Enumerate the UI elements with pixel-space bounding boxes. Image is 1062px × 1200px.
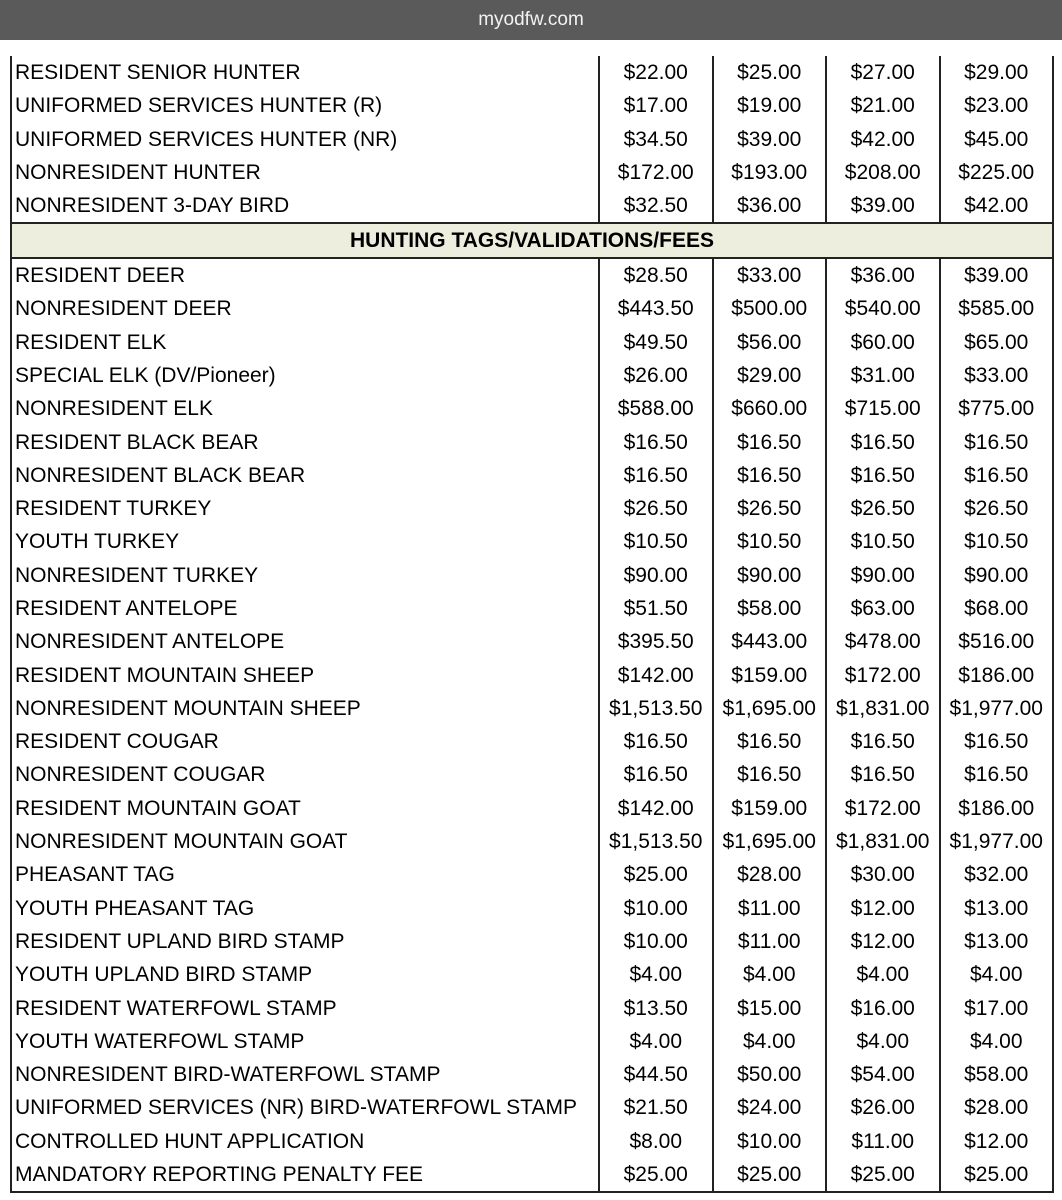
table-row: [11, 1058, 1053, 1091]
fee-name-cell: CONTROLLED HUNT APPLICATION: [11, 1125, 599, 1158]
fee-value-cell: $16.50: [599, 725, 713, 758]
fee-name-cell: RESIDENT MOUNTAIN GOAT: [11, 792, 599, 825]
fee-name-cell: RESIDENT BLACK BEAR: [11, 425, 599, 458]
fee-value-cell: $26.50: [599, 492, 713, 525]
table-row: [11, 1125, 1053, 1158]
fee-table-container: [10, 56, 1052, 1193]
fee-value-cell: $26.00: [599, 359, 713, 392]
fee-value-cell: $12.00: [940, 1125, 1054, 1158]
fee-value-cell: $39.00: [713, 123, 827, 156]
fee-name-cell: NONRESIDENT 3-DAY BIRD: [11, 189, 599, 223]
fee-value-cell: $45.00: [940, 123, 1054, 156]
table-row: [11, 89, 1053, 122]
section-header-row: [11, 223, 1053, 258]
fee-name-cell: RESIDENT ELK: [11, 325, 599, 358]
table-row: [11, 991, 1053, 1024]
fee-value-cell: $1,977.00: [940, 692, 1054, 725]
fee-value-cell: $11.00: [713, 925, 827, 958]
fee-value-cell: $10.50: [713, 525, 827, 558]
fee-value-cell: $10.00: [599, 925, 713, 958]
fee-value-cell: $25.00: [713, 56, 827, 89]
fee-value-cell: $1,695.00: [713, 825, 827, 858]
fee-value-cell: $16.50: [826, 425, 940, 458]
fee-name-cell: RESIDENT COUGAR: [11, 725, 599, 758]
fee-value-cell: $26.50: [940, 492, 1054, 525]
fee-value-cell: $516.00: [940, 625, 1054, 658]
fee-value-cell: $1,513.50: [599, 692, 713, 725]
table-row: [11, 156, 1053, 189]
fee-value-cell: $16.50: [826, 459, 940, 492]
fee-value-cell: $395.50: [599, 625, 713, 658]
fee-value-cell: $33.00: [940, 359, 1054, 392]
fee-value-cell: $30.00: [826, 858, 940, 891]
fee-value-cell: $4.00: [940, 1025, 1054, 1058]
fee-value-cell: $16.00: [826, 991, 940, 1024]
fee-value-cell: $16.50: [940, 459, 1054, 492]
browser-url-bar[interactable]: [0, 0, 1062, 40]
fee-value-cell: $27.00: [826, 56, 940, 89]
table-row: [11, 258, 1053, 292]
table-row: [11, 892, 1053, 925]
fee-value-cell: $4.00: [940, 958, 1054, 991]
fee-value-cell: $60.00: [826, 325, 940, 358]
fee-value-cell: $16.50: [826, 758, 940, 791]
table-row: [11, 1091, 1053, 1124]
fee-value-cell: $26.50: [713, 492, 827, 525]
fee-value-cell: $28.50: [599, 258, 713, 292]
fee-value-cell: $54.00: [826, 1058, 940, 1091]
fee-value-cell: $443.00: [713, 625, 827, 658]
fee-value-cell: $16.50: [713, 758, 827, 791]
fee-value-cell: $25.00: [713, 1158, 827, 1192]
fee-value-cell: $16.50: [940, 725, 1054, 758]
fee-value-cell: $142.00: [599, 658, 713, 691]
table-row: [11, 359, 1053, 392]
table-row: [11, 658, 1053, 691]
fee-value-cell: $186.00: [940, 658, 1054, 691]
fee-value-cell: $10.00: [599, 892, 713, 925]
fee-name-cell: MANDATORY REPORTING PENALTY FEE: [11, 1158, 599, 1192]
fee-name-cell: YOUTH UPLAND BIRD STAMP: [11, 958, 599, 991]
table-row: [11, 925, 1053, 958]
fee-name-cell: RESIDENT DEER: [11, 258, 599, 292]
fee-value-cell: $16.50: [826, 725, 940, 758]
fee-value-cell: $715.00: [826, 392, 940, 425]
fee-value-cell: $33.00: [713, 258, 827, 292]
table-row: [11, 56, 1053, 89]
fee-value-cell: $25.00: [599, 1158, 713, 1192]
fee-value-cell: $585.00: [940, 292, 1054, 325]
fee-value-cell: $16.50: [599, 425, 713, 458]
fee-name-cell: NONRESIDENT TURKEY: [11, 559, 599, 592]
fee-name-cell: YOUTH WATERFOWL STAMP: [11, 1025, 599, 1058]
fee-value-cell: $23.00: [940, 89, 1054, 122]
fee-name-cell: NONRESIDENT ANTELOPE: [11, 625, 599, 658]
fee-value-cell: $11.00: [826, 1125, 940, 1158]
table-row: [11, 459, 1053, 492]
fee-value-cell: $65.00: [940, 325, 1054, 358]
table-row: [11, 1158, 1053, 1192]
fee-value-cell: $32.00: [940, 858, 1054, 891]
fee-value-cell: $90.00: [599, 559, 713, 592]
fee-value-cell: $16.50: [713, 725, 827, 758]
fee-value-cell: $13.00: [940, 892, 1054, 925]
table-row: [11, 725, 1053, 758]
table-row: [11, 958, 1053, 991]
fee-value-cell: $44.50: [599, 1058, 713, 1091]
fee-value-cell: $90.00: [826, 559, 940, 592]
table-row: [11, 189, 1053, 223]
fee-name-cell: RESIDENT MOUNTAIN SHEEP: [11, 658, 599, 691]
fee-value-cell: $12.00: [826, 892, 940, 925]
fee-value-cell: $10.50: [940, 525, 1054, 558]
fee-value-cell: $90.00: [713, 559, 827, 592]
fee-value-cell: $22.00: [599, 56, 713, 89]
fee-value-cell: $16.50: [599, 459, 713, 492]
fee-value-cell: $26.00: [826, 1091, 940, 1124]
fee-value-cell: $8.00: [599, 1125, 713, 1158]
fee-name-cell: UNIFORMED SERVICES HUNTER (R): [11, 89, 599, 122]
fee-value-cell: $25.00: [599, 858, 713, 891]
fee-value-cell: $10.50: [599, 525, 713, 558]
fee-value-cell: $16.50: [713, 459, 827, 492]
fee-name-cell: PHEASANT TAG: [11, 858, 599, 891]
fee-name-cell: UNIFORMED SERVICES HUNTER (NR): [11, 123, 599, 156]
fee-value-cell: $4.00: [826, 1025, 940, 1058]
fee-name-cell: RESIDENT UPLAND BIRD STAMP: [11, 925, 599, 958]
table-row: [11, 492, 1053, 525]
fee-value-cell: $28.00: [713, 858, 827, 891]
fee-value-cell: $4.00: [599, 958, 713, 991]
fee-value-cell: $193.00: [713, 156, 827, 189]
url-text: myodfw.com: [478, 9, 584, 30]
fee-value-cell: $17.00: [940, 991, 1054, 1024]
fee-value-cell: $1,695.00: [713, 692, 827, 725]
fee-value-cell: $29.00: [940, 56, 1054, 89]
fee-value-cell: $4.00: [826, 958, 940, 991]
fee-name-cell: NONRESIDENT DEER: [11, 292, 599, 325]
fee-value-cell: $24.00: [713, 1091, 827, 1124]
fee-value-cell: $49.50: [599, 325, 713, 358]
fee-value-cell: $4.00: [713, 1025, 827, 1058]
section-title: HUNTING TAGS/VALIDATIONS/FEES: [11, 223, 1053, 258]
fee-value-cell: $19.00: [713, 89, 827, 122]
fee-value-cell: $17.00: [599, 89, 713, 122]
fee-name-cell: SPECIAL ELK (DV/Pioneer): [11, 359, 599, 392]
fee-value-cell: $68.00: [940, 592, 1054, 625]
fee-value-cell: $13.00: [940, 925, 1054, 958]
fee-value-cell: $186.00: [940, 792, 1054, 825]
fee-value-cell: $25.00: [826, 1158, 940, 1192]
fee-value-cell: $28.00: [940, 1091, 1054, 1124]
fee-value-cell: $16.50: [940, 758, 1054, 791]
fee-name-cell: NONRESIDENT MOUNTAIN GOAT: [11, 825, 599, 858]
fee-value-cell: $159.00: [713, 658, 827, 691]
fee-value-cell: $16.50: [599, 758, 713, 791]
fee-value-cell: $540.00: [826, 292, 940, 325]
fee-value-cell: $588.00: [599, 392, 713, 425]
table-row: [11, 625, 1053, 658]
fee-value-cell: $12.00: [826, 925, 940, 958]
fee-value-cell: $478.00: [826, 625, 940, 658]
fee-value-cell: $500.00: [713, 292, 827, 325]
table-row: [11, 692, 1053, 725]
fee-value-cell: $660.00: [713, 392, 827, 425]
table-row: [11, 325, 1053, 358]
fee-value-cell: $21.00: [826, 89, 940, 122]
fee-name-cell: YOUTH TURKEY: [11, 525, 599, 558]
fee-name-cell: RESIDENT SENIOR HUNTER: [11, 56, 599, 89]
fee-value-cell: $36.00: [826, 258, 940, 292]
fee-value-cell: $15.00: [713, 991, 827, 1024]
fee-name-cell: NONRESIDENT MOUNTAIN SHEEP: [11, 692, 599, 725]
fee-value-cell: $225.00: [940, 156, 1054, 189]
fee-value-cell: $172.00: [826, 792, 940, 825]
fee-name-cell: NONRESIDENT HUNTER: [11, 156, 599, 189]
fee-value-cell: $50.00: [713, 1058, 827, 1091]
fee-name-cell: RESIDENT TURKEY: [11, 492, 599, 525]
fee-value-cell: $10.00: [713, 1125, 827, 1158]
fee-value-cell: $11.00: [713, 892, 827, 925]
fee-value-cell: $26.50: [826, 492, 940, 525]
fee-value-cell: $10.50: [826, 525, 940, 558]
fee-value-cell: $90.00: [940, 559, 1054, 592]
fee-value-cell: $39.00: [826, 189, 940, 223]
fee-name-cell: RESIDENT WATERFOWL STAMP: [11, 991, 599, 1024]
fee-value-cell: $58.00: [940, 1058, 1054, 1091]
fee-value-cell: $63.00: [826, 592, 940, 625]
fee-value-cell: $39.00: [940, 258, 1054, 292]
fee-table: [10, 56, 1054, 1193]
table-row: [11, 292, 1053, 325]
fee-value-cell: $16.50: [713, 425, 827, 458]
fee-value-cell: $42.00: [940, 189, 1054, 223]
fee-value-cell: $172.00: [826, 658, 940, 691]
fee-value-cell: $1,831.00: [826, 825, 940, 858]
table-row: [11, 525, 1053, 558]
fee-value-cell: $56.00: [713, 325, 827, 358]
fee-value-cell: $1,831.00: [826, 692, 940, 725]
fee-value-cell: $58.00: [713, 592, 827, 625]
table-row: [11, 392, 1053, 425]
fee-value-cell: $29.00: [713, 359, 827, 392]
fee-value-cell: $31.00: [826, 359, 940, 392]
fee-value-cell: $34.50: [599, 123, 713, 156]
fee-value-cell: $42.00: [826, 123, 940, 156]
table-row: [11, 425, 1053, 458]
fee-value-cell: $36.00: [713, 189, 827, 223]
fee-value-cell: $208.00: [826, 156, 940, 189]
table-row: [11, 1025, 1053, 1058]
fee-name-cell: UNIFORMED SERVICES (NR) BIRD-WATERFOWL STAMP: [11, 1091, 599, 1124]
fee-name-cell: NONRESIDENT COUGAR: [11, 758, 599, 791]
table-row: [11, 825, 1053, 858]
fee-name-cell: NONRESIDENT BLACK BEAR: [11, 459, 599, 492]
fee-name-cell: YOUTH PHEASANT TAG: [11, 892, 599, 925]
fee-value-cell: $159.00: [713, 792, 827, 825]
table-row: [11, 123, 1053, 156]
fee-value-cell: $1,513.50: [599, 825, 713, 858]
fee-value-cell: $142.00: [599, 792, 713, 825]
fee-value-cell: $1,977.00: [940, 825, 1054, 858]
fee-value-cell: $51.50: [599, 592, 713, 625]
fee-value-cell: $4.00: [713, 958, 827, 991]
table-row: [11, 559, 1053, 592]
fee-value-cell: $4.00: [599, 1025, 713, 1058]
fee-name-cell: RESIDENT ANTELOPE: [11, 592, 599, 625]
fee-value-cell: $443.50: [599, 292, 713, 325]
fee-value-cell: $16.50: [940, 425, 1054, 458]
table-row: [11, 758, 1053, 791]
fee-value-cell: $172.00: [599, 156, 713, 189]
table-row: [11, 858, 1053, 891]
fee-value-cell: $13.50: [599, 991, 713, 1024]
table-row: [11, 792, 1053, 825]
fee-value-cell: $21.50: [599, 1091, 713, 1124]
fee-value-cell: $32.50: [599, 189, 713, 223]
fee-table-body: [11, 56, 1053, 1192]
fee-name-cell: NONRESIDENT ELK: [11, 392, 599, 425]
fee-value-cell: $25.00: [940, 1158, 1054, 1192]
fee-value-cell: $775.00: [940, 392, 1054, 425]
table-row: [11, 592, 1053, 625]
fee-name-cell: NONRESIDENT BIRD-WATERFOWL STAMP: [11, 1058, 599, 1091]
